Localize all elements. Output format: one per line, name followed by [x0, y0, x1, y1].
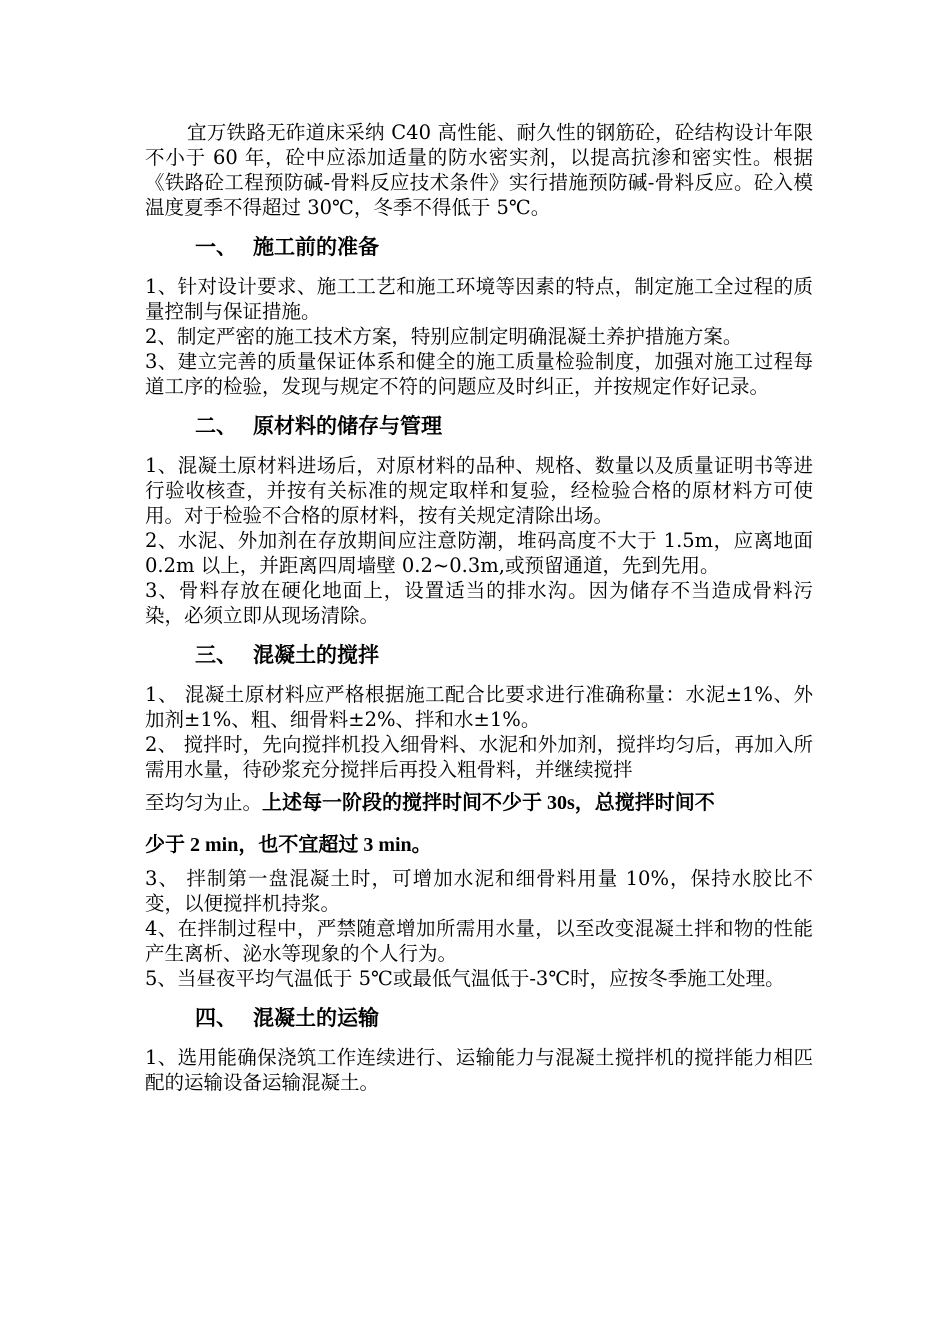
plain-text: 至均匀为止。: [145, 791, 263, 814]
list-item-bold: [145, 824, 813, 866]
bold-text: 上述每一阶段的搅拌时间不少于 30s，总搅拌时间不: [262, 792, 715, 814]
section-number: 四、: [195, 1006, 237, 1030]
list-item: 3、 拌制第一盘混凝土时，可增加水泥和细骨料用量 10%，保持水胶比不变，以便搅拌机持浆。: [145, 867, 813, 915]
document-page: [145, 120, 813, 1095]
list-item: 2、水泥、外加剂在存放期间应注意防潮，堆码高度不大于 1.5m，应离地面 0.2m 以上，并距离四周墙壁 0.2~0.3m,或预留通道，先到先用。: [145, 529, 813, 577]
section-number: 一、: [195, 235, 237, 259]
list-item: 2、 搅拌时，先向搅拌机投入细骨料、水泥和外加剂，搅拌均匀后，再加入所需用水量，待砂浆充分搅拌后再投入粗骨料，并继续搅拌: [145, 733, 813, 781]
section-heading-4: [195, 1003, 813, 1033]
list-item: 1、混凝土原材料进场后，对原材料的品种、规格、数量以及质量证明书等进行验收核查，并按有关标准的规定取样和复验，经检验合格的原材料方可使用。对于检验不合格的原材料，按有关规定清除出场。: [145, 454, 813, 527]
list-item: 3、建立完善的质量保证体系和健全的施工质量检验制度，加强对施工过程每道工序的检验，发现与规定不符的问题应及时纠正，并按规定作好记录。: [145, 350, 813, 398]
section-number: 二、: [195, 414, 237, 438]
list-item: 1、选用能确保浇筑工作连续进行、运输能力与混凝土搅拌机的搅拌能力相匹配的运输设备运输混凝土。: [145, 1046, 813, 1094]
section-heading-3: [195, 640, 813, 670]
section-number: 三、: [195, 643, 237, 667]
list-item: 2、制定严密的施工技术方案，特别应制定明确混凝土养护措施方案。: [145, 325, 743, 348]
section-heading-2: [195, 411, 813, 441]
bold-text: 少于 2 min，也不宜超过 3 min。: [145, 834, 432, 856]
list-item-mixed: [145, 782, 813, 824]
list-item: 5、当昼夜平均气温低于 5℃或最低气温低于-3℃时，应按冬季施工处理。: [145, 967, 785, 990]
section-heading-1: [195, 232, 813, 262]
list-item: 1、 混凝土原材料应严格根据施工配合比要求进行准确称量：水泥±1%、外加剂±1%、粗、细骨料±2%、拌和水±1%。: [145, 683, 813, 731]
intro-paragraph: 宜万铁路无砟道床采纳 C40 高性能、耐久性的钢筋砼，砼结构设计年限不小于 60 年，砼中应添加适量的防水密实剂，以提高抗渗和密实性。根据《铁路砼工程预防碱-骨料反应技术条件》实行措施预防碱-骨料反应。砼入模温度夏季不得超过 30℃，冬季不得低于 5℃。: [145, 121, 813, 219]
list-item: 1、针对设计要求、施工工艺和施工环境等因素的特点，制定施工全过程的质量控制与保证措施。: [145, 275, 813, 323]
section-title: 混凝土的搅拌: [253, 643, 379, 667]
section-title: 原材料的储存与管理: [253, 414, 442, 438]
section-title: 混凝土的运输: [253, 1006, 379, 1030]
list-item: 3、骨料存放在硬化地面上，设置适当的排水沟。因为储存不当造成骨料污染，必须立即从现场清除。: [145, 579, 813, 627]
list-item: 4、在拌制过程中，严禁随意增加所需用水量，以至改变混凝土拌和物的性能产生离析、泌水等现象的个人行为。: [145, 917, 813, 965]
section-title: 施工前的准备: [253, 235, 379, 259]
